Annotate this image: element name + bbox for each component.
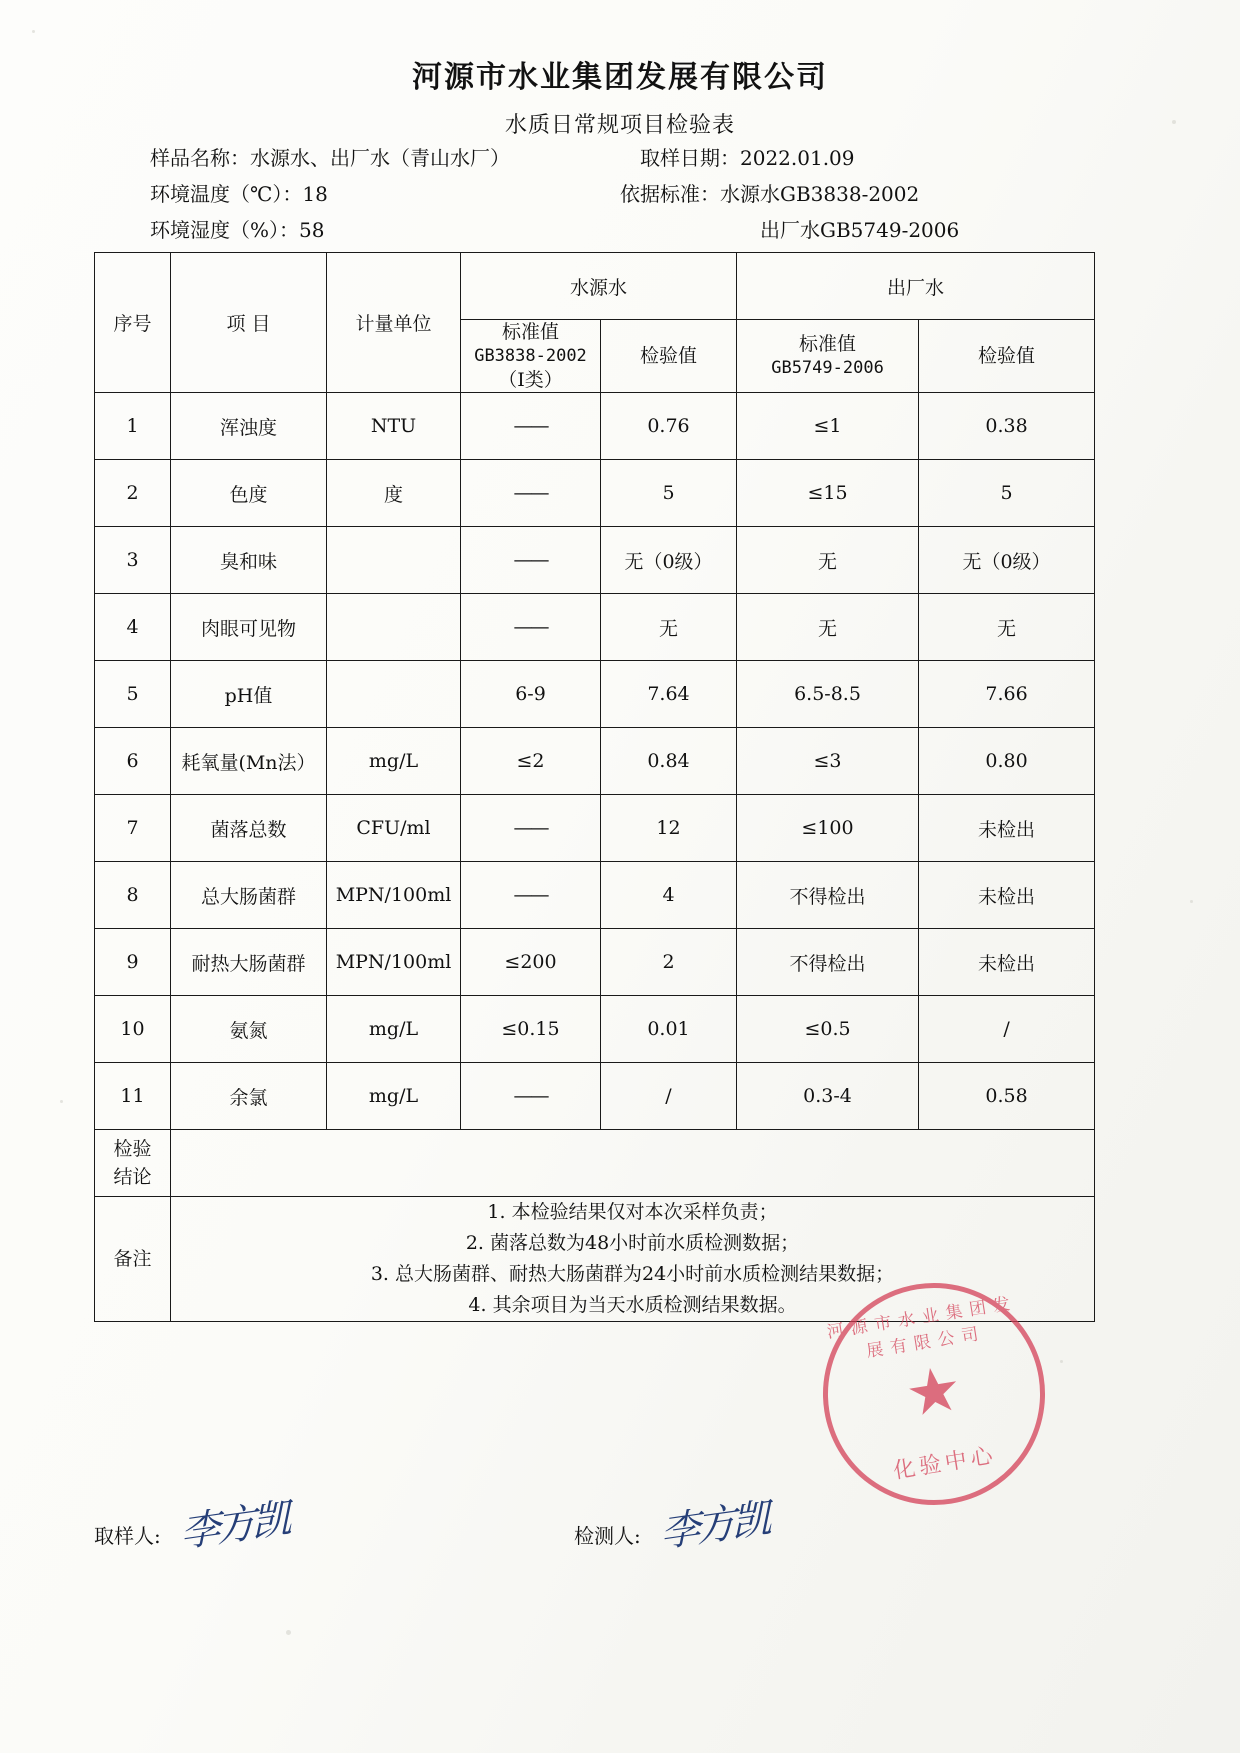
cell-index: 8 bbox=[95, 862, 171, 929]
col-header-unit: 计量单位 bbox=[327, 253, 461, 393]
cell-unit bbox=[327, 527, 461, 594]
cell-item: 菌落总数 bbox=[171, 795, 327, 862]
cell-finished-value: 7.66 bbox=[919, 661, 1095, 728]
cell-item: 耐热大肠菌群 bbox=[171, 929, 327, 996]
cell-finished-value: 0.80 bbox=[919, 728, 1095, 795]
metadata-row bbox=[150, 212, 1110, 248]
cell-unit: 度 bbox=[327, 460, 461, 527]
cell-item: 臭和味 bbox=[171, 527, 327, 594]
cell-index: 1 bbox=[95, 393, 171, 460]
cell-source-value: 无 bbox=[601, 594, 737, 661]
cell-finished-value: 0.38 bbox=[919, 393, 1095, 460]
table-row bbox=[95, 929, 1095, 996]
table-row bbox=[95, 1063, 1095, 1130]
cell-finished-value: 未检出 bbox=[919, 929, 1095, 996]
cell-unit: NTU bbox=[327, 393, 461, 460]
table-header-row bbox=[95, 253, 1095, 320]
cell-finished-standard: 6.5-8.5 bbox=[737, 661, 919, 728]
environment-temperature: 环境温度（℃）：18 bbox=[150, 182, 328, 206]
remark-line: 2. 菌落总数为48小时前水质检测数据； bbox=[465, 1232, 800, 1254]
cell-source-value: 2 bbox=[601, 929, 737, 996]
cell-index: 10 bbox=[95, 996, 171, 1063]
cell-item: 氨氮 bbox=[171, 996, 327, 1063]
cell-finished-value: 无 bbox=[919, 594, 1095, 661]
metadata-block bbox=[150, 140, 1110, 248]
col-header-finished-standard bbox=[737, 320, 919, 393]
results-table bbox=[94, 252, 1095, 1322]
tester-label: 检测人: bbox=[574, 1524, 641, 1548]
cell-item: 耗氧量(Mn法） bbox=[171, 728, 327, 795]
conclusion-content bbox=[171, 1130, 1095, 1197]
scan-speckle bbox=[286, 1630, 291, 1635]
cell-index: 2 bbox=[95, 460, 171, 527]
cell-source-value: 无（0级） bbox=[601, 527, 737, 594]
cell-source-value: 4 bbox=[601, 862, 737, 929]
conclusion-label-line1: 检验 bbox=[113, 1138, 152, 1160]
cell-item: 余氯 bbox=[171, 1063, 327, 1130]
cell-source-standard: ≤2 bbox=[461, 728, 601, 795]
cell-finished-standard: 不得检出 bbox=[737, 929, 919, 996]
cell-finished-value: 未检出 bbox=[919, 795, 1095, 862]
cell-finished-standard: ≤100 bbox=[737, 795, 919, 862]
cell-finished-standard: 无 bbox=[737, 527, 919, 594]
group-header-finished-water: 出厂水 bbox=[737, 253, 1095, 320]
cell-source-value: 5 bbox=[601, 460, 737, 527]
cell-source-standard: 6-9 bbox=[461, 661, 601, 728]
cell-source-standard: —— bbox=[461, 527, 601, 594]
cell-item: 总大肠菌群 bbox=[171, 862, 327, 929]
cell-source-value: 0.01 bbox=[601, 996, 737, 1063]
scan-speckle bbox=[60, 1100, 63, 1103]
standard-basis: 依据标准：水源水GB3838-2002 bbox=[620, 182, 920, 206]
finished-standard-line1: 标准值 bbox=[799, 333, 857, 355]
cell-index: 6 bbox=[95, 728, 171, 795]
cell-unit: mg/L bbox=[327, 996, 461, 1063]
metadata-row bbox=[150, 140, 1110, 176]
table-row bbox=[95, 661, 1095, 728]
col-header-finished-value: 检验值 bbox=[919, 320, 1095, 393]
table-row bbox=[95, 594, 1095, 661]
finished-standard-line2: GB5749-2006 bbox=[771, 358, 884, 378]
cell-source-standard: ≤0.15 bbox=[461, 996, 601, 1063]
cell-item: pH值 bbox=[171, 661, 327, 728]
cell-source-standard: ≤200 bbox=[461, 929, 601, 996]
scan-speckle bbox=[32, 30, 35, 33]
cell-index: 9 bbox=[95, 929, 171, 996]
conclusion-label-line2: 结论 bbox=[113, 1166, 152, 1188]
cell-source-value: / bbox=[601, 1063, 737, 1130]
cell-item: 浑浊度 bbox=[171, 393, 327, 460]
source-standard-line1: 标准值 bbox=[501, 321, 559, 343]
cell-index: 5 bbox=[95, 661, 171, 728]
cell-finished-standard: ≤15 bbox=[737, 460, 919, 527]
cell-item: 肉眼可见物 bbox=[171, 594, 327, 661]
cell-finished-standard: 无 bbox=[737, 594, 919, 661]
col-header-item: 项 目 bbox=[171, 253, 327, 393]
standard-basis-secondary: 出厂水GB5749-2006 bbox=[760, 218, 960, 242]
sample-date: 取样日期：2022.01.09 bbox=[640, 146, 855, 170]
cell-source-value: 0.76 bbox=[601, 393, 737, 460]
remark-label: 备注 bbox=[95, 1197, 171, 1322]
cell-source-value: 0.84 bbox=[601, 728, 737, 795]
cell-index: 7 bbox=[95, 795, 171, 862]
environment-humidity: 环境湿度（%）：58 bbox=[150, 218, 325, 242]
sample-name: 样品名称：水源水、出厂水（青山水厂） bbox=[150, 146, 510, 170]
cell-unit: CFU/ml bbox=[327, 795, 461, 862]
document-title: 水质日常规项目检验表 bbox=[504, 113, 735, 138]
conclusion-label bbox=[95, 1130, 171, 1197]
seal-star-icon: ★ bbox=[900, 1350, 967, 1432]
cell-source-standard: —— bbox=[461, 795, 601, 862]
table-row bbox=[95, 527, 1095, 594]
cell-finished-value: 无（0级） bbox=[919, 527, 1095, 594]
remark-line: 3. 总大肠菌群、耐热大肠菌群为24小时前水质检测结果数据； bbox=[370, 1263, 895, 1285]
cell-source-standard: —— bbox=[461, 862, 601, 929]
tester-signature: 李方凯 bbox=[659, 1495, 769, 1557]
table-row bbox=[95, 862, 1095, 929]
cell-index: 3 bbox=[95, 527, 171, 594]
cell-finished-value: / bbox=[919, 996, 1095, 1063]
cell-unit bbox=[327, 661, 461, 728]
conclusion-row bbox=[95, 1130, 1095, 1197]
table-row bbox=[95, 795, 1095, 862]
table-row bbox=[95, 393, 1095, 460]
cell-unit bbox=[327, 594, 461, 661]
table-row bbox=[95, 996, 1095, 1063]
cell-source-standard: —— bbox=[461, 460, 601, 527]
cell-unit: mg/L bbox=[327, 1063, 461, 1130]
cell-source-standard: —— bbox=[461, 393, 601, 460]
source-standard-line2: GB3838-2002 bbox=[474, 346, 587, 366]
cell-item: 色度 bbox=[171, 460, 327, 527]
cell-finished-standard: ≤0.5 bbox=[737, 996, 919, 1063]
company-title: 河源市水业集团发展有限公司 bbox=[412, 60, 828, 95]
cell-source-value: 12 bbox=[601, 795, 737, 862]
cell-source-value: 7.64 bbox=[601, 661, 737, 728]
metadata-row bbox=[150, 176, 1110, 212]
table-row bbox=[95, 460, 1095, 527]
sampler-label: 取样人: bbox=[94, 1524, 161, 1548]
scan-speckle bbox=[1060, 1360, 1063, 1363]
cell-unit: MPN/100ml bbox=[327, 862, 461, 929]
cell-finished-value: 未检出 bbox=[919, 862, 1095, 929]
seal-arc-text: 河源市水业集团发展有限公司 bbox=[825, 1293, 1019, 1362]
cell-finished-standard: 0.3-4 bbox=[737, 1063, 919, 1130]
remark-line: 4. 其余项目为当天水质检测结果数据。 bbox=[468, 1294, 797, 1316]
col-header-index: 序号 bbox=[95, 253, 171, 393]
cell-finished-standard: ≤1 bbox=[737, 393, 919, 460]
results-table-wrapper bbox=[94, 252, 1094, 1322]
col-header-source-standard bbox=[461, 320, 601, 393]
cell-unit: MPN/100ml bbox=[327, 929, 461, 996]
document-header bbox=[0, 52, 1240, 139]
cell-finished-value: 5 bbox=[919, 460, 1095, 527]
cell-finished-standard: 不得检出 bbox=[737, 862, 919, 929]
sampler-signature: 李方凯 bbox=[179, 1495, 289, 1557]
cell-finished-standard: ≤3 bbox=[737, 728, 919, 795]
table-row bbox=[95, 728, 1095, 795]
scan-speckle bbox=[1190, 900, 1193, 903]
col-header-source-value: 检验值 bbox=[601, 320, 737, 393]
cell-finished-value: 0.58 bbox=[919, 1063, 1095, 1130]
source-standard-line3: （Ⅰ类） bbox=[498, 369, 563, 391]
group-header-source-water: 水源水 bbox=[461, 253, 737, 320]
cell-index: 11 bbox=[95, 1063, 171, 1130]
cell-source-standard: —— bbox=[461, 1063, 601, 1130]
cell-index: 4 bbox=[95, 594, 171, 661]
remark-line: 1. 本检验结果仅对本次采样负责； bbox=[487, 1201, 778, 1223]
seal-center-text: 化验中心 bbox=[891, 1443, 999, 1485]
cell-source-standard: —— bbox=[461, 594, 601, 661]
cell-unit: mg/L bbox=[327, 728, 461, 795]
